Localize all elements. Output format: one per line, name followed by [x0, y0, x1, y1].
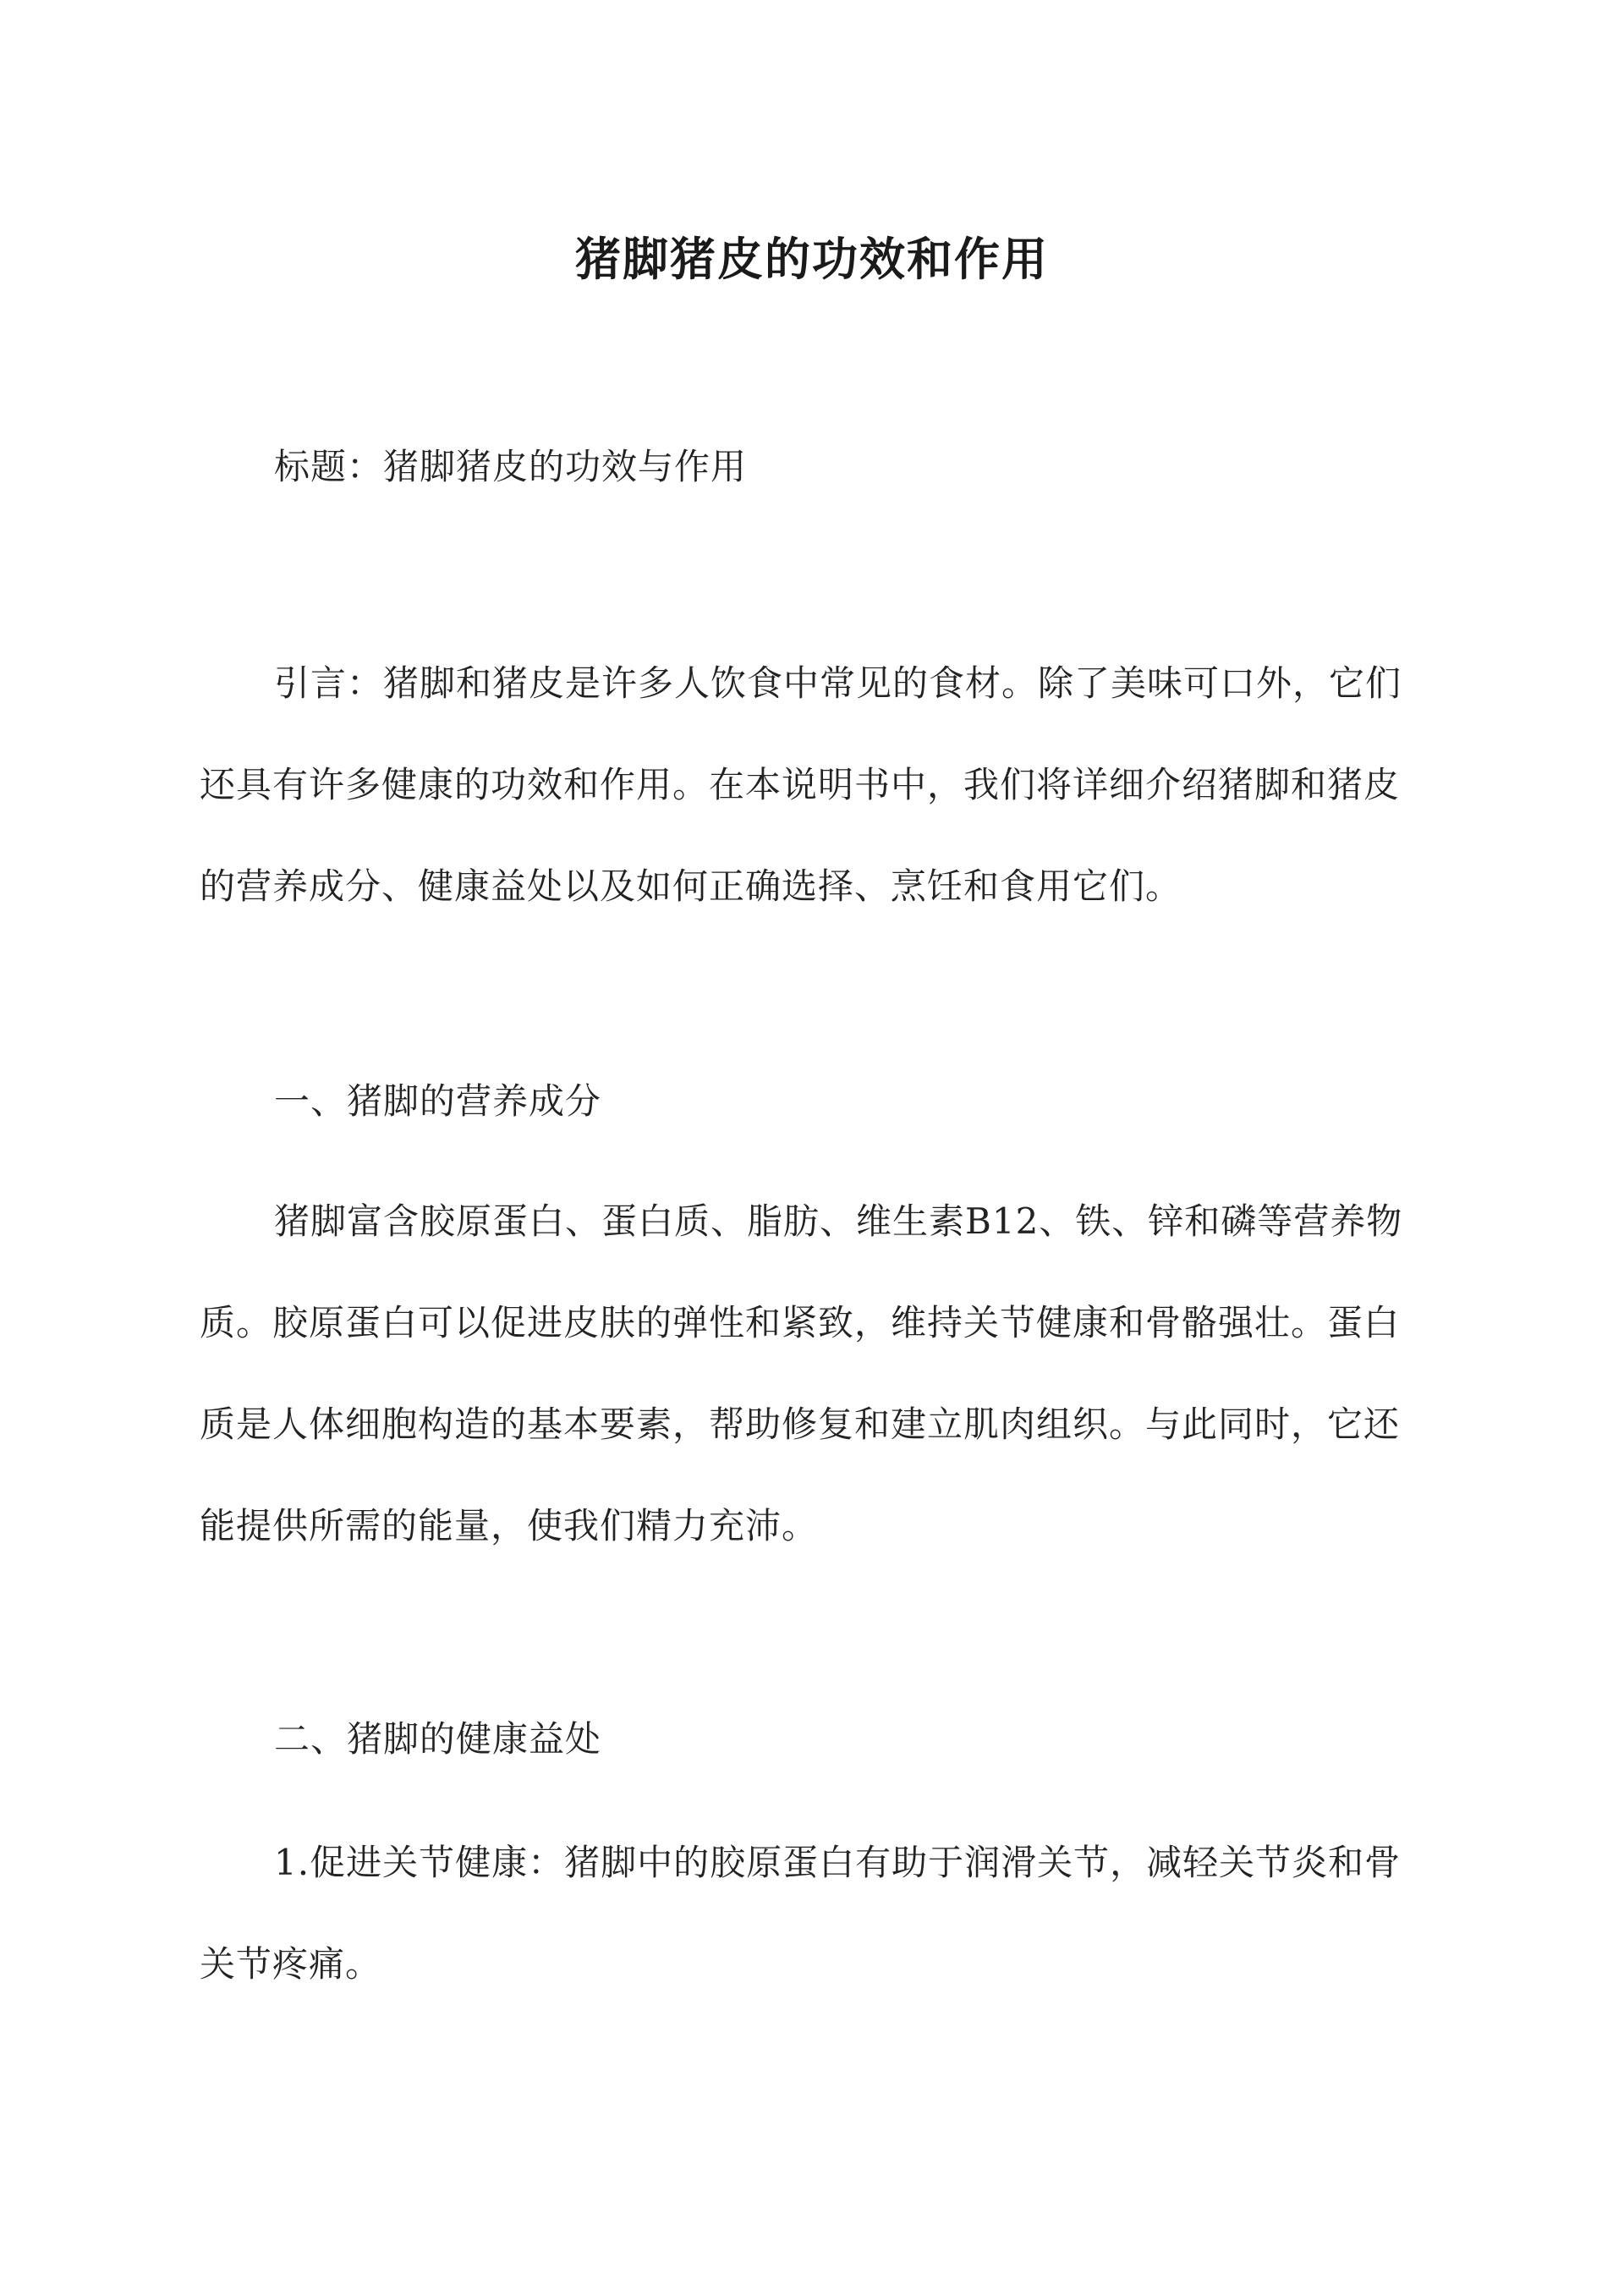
section2-item-1: 1.促进关节健康：猪脚中的胶原蛋白有助于润滑关节，减轻关节炎和骨关节疼痛。	[200, 1842, 1402, 1985]
intro-paragraph: 引言：猪脚和猪皮是许多人饮食中常见的食材。除了美味可口外，它们还具有许多健康的功效和作用。在本说明书中，我们将详细介绍猪脚和猪皮的营养成分、健康益处以及如何正确选择、烹饪和食用它们。	[200, 662, 1402, 907]
section1-heading: 一、猪脚的营养成分	[274, 1080, 602, 1122]
section1-paragraph: 猪脚富含胶原蛋白、蛋白质、脂肪、维生素B12、铁、锌和磷等营养物质。胶原蛋白可以促进皮肤的弹性和紧致，维持关节健康和骨骼强壮。蛋白质是人体细胞构造的基本要素，帮助修复和建立肌肉组织。与此同时，它还能提供所需的能量，使我们精力充沛。	[200, 1200, 1403, 1546]
subtitle-line: 标题：猪脚猪皮的功效与作用	[274, 446, 748, 487]
document-title: 猪脚猪皮的功效和作用	[575, 232, 1049, 287]
section2-heading: 二、猪脚的健康益处	[274, 1718, 602, 1760]
